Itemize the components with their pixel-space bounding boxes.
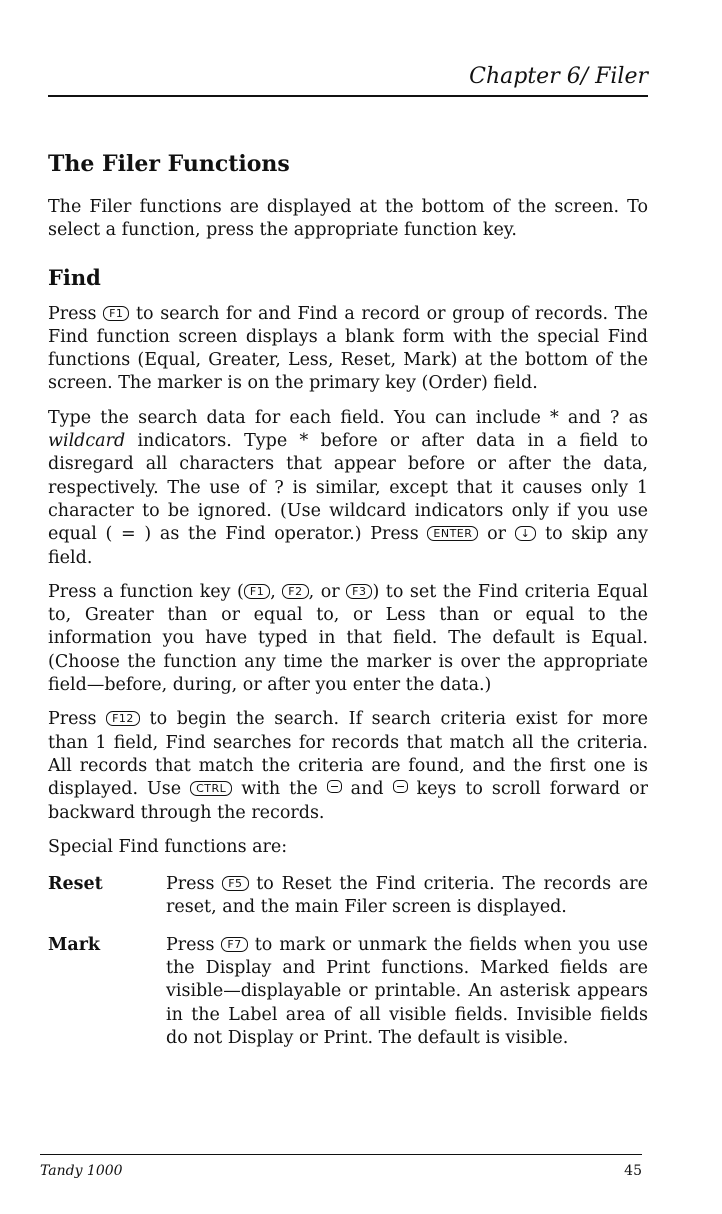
section-title: The Filer Functions xyxy=(48,151,290,177)
definition-reset xyxy=(48,873,648,920)
f1-key-icon: F1 xyxy=(244,584,270,599)
page-content xyxy=(48,150,648,1050)
special-functions-intro: Special Find functions are: xyxy=(48,836,288,857)
down-arrow-key-icon: ↓ xyxy=(515,526,537,541)
footer-title: Tandy 1000 xyxy=(40,1163,123,1179)
section-intro: The Filer functions are displayed at the bottom of the screen. To select a function, press the appropriate function key. xyxy=(48,197,648,241)
f2-key-icon: F2 xyxy=(282,584,308,599)
f7-key-icon: F7 xyxy=(221,937,247,952)
find-paragraph-4: Press F12 to begin the search. If search criteria exist for more than 1 field, Find searches for records that match all the criteria. All records that match the criteria are found, and the first one is displayed. Use CTRL with the and keys to scroll forward or backward through the records. xyxy=(48,709,648,823)
find-paragraph-3: Press a function key ( F1 , F2 , or F3 ) to set the Find criteria Equal to, Greater than or equal to, or Less than or equal to the information you have typed in that field. The default is Equal. (Choose the function any time the marker is over the appropriate field—before, during, or after you enter the data.) xyxy=(48,581,648,696)
definition-description: Press F5 to Reset the Find criteria. The records are reset, and the main Filer screen is displayed. xyxy=(166,874,648,918)
page-number: 45 xyxy=(624,1163,642,1179)
f1-key-icon: F1 xyxy=(103,306,129,321)
find-heading: Find xyxy=(48,264,101,290)
header-rule xyxy=(48,95,648,97)
find-paragraph-1: Press F1 to search for and Find a record or group of records. The Find function screen displays a blank form with the special Find functions (Equal, Greater, Less, Reset, Mark) at the bottom of the screen. The marker is on the primary key (Order) field. xyxy=(48,303,648,394)
running-head: Chapter 6/ Filer xyxy=(469,64,648,89)
f3-key-icon: F3 xyxy=(346,584,372,599)
footer-rule xyxy=(40,1154,642,1155)
enter-key-icon: ENTER xyxy=(427,526,478,541)
f5-key-icon: F5 xyxy=(222,876,248,891)
ctrl-key-icon: CTRL xyxy=(190,781,232,796)
up-arrow-key-icon xyxy=(327,780,342,793)
definition-term: Reset xyxy=(48,874,103,895)
down-arrow-key-icon xyxy=(393,780,408,793)
definition-term: Mark xyxy=(48,934,101,955)
find-paragraph-2: Type the search data for each field. You can include * and ? as wildcard indicators. Type * before or after data in a field to disregard all characters that appear before or after the data, respectively. The use of ? is similar, except that it causes only 1 character to be ignored. (Use wildcard indicators only if you use equal ( = ) as the Find operator.) Press ENTER or ↓ to skip any field. xyxy=(48,407,648,568)
definition-description: Press F7 to mark or unmark the fields when you use the Display and Print functions. Marked fields are visible—displayable or printable. An asterisk appears in the Label area of all visible fields. Invisible fields do not Display or Print. The default is visible. xyxy=(166,934,648,1048)
f12-key-icon: F12 xyxy=(106,711,140,726)
definition-mark xyxy=(48,934,648,1050)
